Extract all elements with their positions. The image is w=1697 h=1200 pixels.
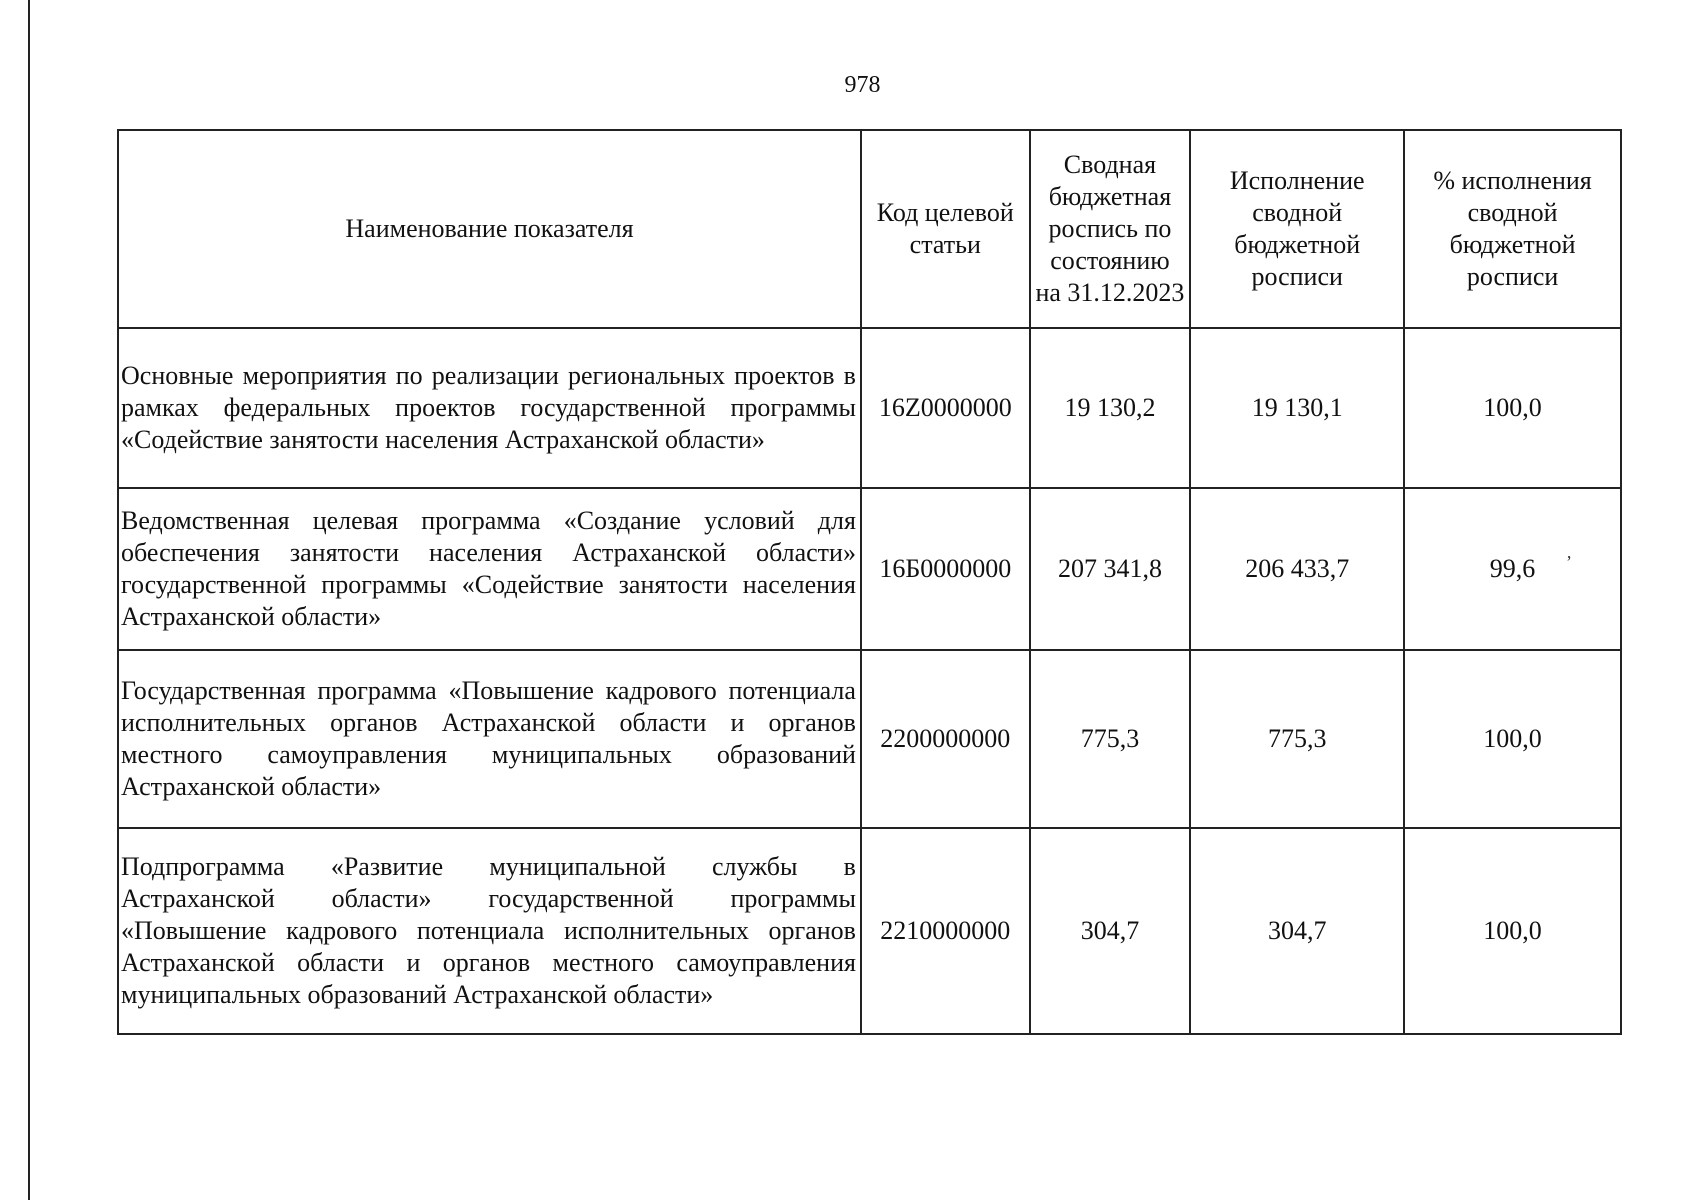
budget-plan-cell: 304,7	[1030, 828, 1191, 1034]
page-number: 978	[844, 72, 881, 98]
budget-execution-cell: 304,7	[1190, 828, 1404, 1034]
table-row	[118, 328, 1621, 488]
budget-execution-cell: 775,3	[1190, 650, 1404, 828]
execution-percent-cell: 100,0	[1404, 328, 1621, 488]
binding-margin-line	[28, 0, 30, 1200]
header-indicator-name: Наименование показателя	[118, 130, 861, 328]
header-budget-plan: Сводная бюджетная роспись по состоянию на 31.12.2023	[1030, 130, 1191, 328]
execution-percent-cell: 99,6	[1404, 488, 1621, 650]
table-row	[118, 488, 1621, 650]
budget-plan-cell: 207 341,8	[1030, 488, 1191, 650]
indicator-name-cell: Государственная программа «Повышение кадрового потенциала исполнительных органов Астраханской области и органов местного самоуправления муниципальных образований Астраханской области»	[118, 650, 861, 828]
target-code-cell: 16Z0000000	[861, 328, 1030, 488]
execution-percent-cell: 100,0	[1404, 650, 1621, 828]
budget-execution-cell: 206 433,7	[1190, 488, 1404, 650]
header-budget-execution: Исполнение сводной бюджетной росписи	[1190, 130, 1404, 328]
budget-execution-table	[117, 129, 1622, 1035]
table-row	[118, 828, 1621, 1034]
indicator-name-cell: Основные мероприятия по реализации региональных проектов в рамках федеральных проектов государственной программы «Содействие занятости населения Астраханской области»	[118, 328, 861, 488]
budget-plan-cell: 19 130,2	[1030, 328, 1191, 488]
table-header-row	[118, 130, 1621, 328]
target-code-cell: 2210000000	[861, 828, 1030, 1034]
target-code-cell: 2200000000	[861, 650, 1030, 828]
header-target-code: Код целевой статьи	[861, 130, 1030, 328]
indicator-name-cell: Ведомственная целевая программа «Создание условий для обеспечения занятости населения Астраханской области» государственной программы «Содействие занятости населения Астраханской области»	[118, 488, 861, 650]
target-code-cell: 16Б0000000	[861, 488, 1030, 650]
execution-percent-cell: 100,0	[1404, 828, 1621, 1034]
budget-execution-cell: 19 130,1	[1190, 328, 1404, 488]
indicator-name-cell: Подпрограмма «Развитие муниципальной службы в Астраханской области» государственной программы «Повышение кадрового потенциала исполнительных органов Астраханской области и органов местного самоуправления муниципальных образований Астраханской области»	[118, 828, 861, 1034]
table-row	[118, 650, 1621, 828]
pen-mark: ʼ	[1566, 552, 1572, 572]
budget-plan-cell: 775,3	[1030, 650, 1191, 828]
header-execution-percent: % исполнения сводной бюджетной росписи	[1404, 130, 1621, 328]
